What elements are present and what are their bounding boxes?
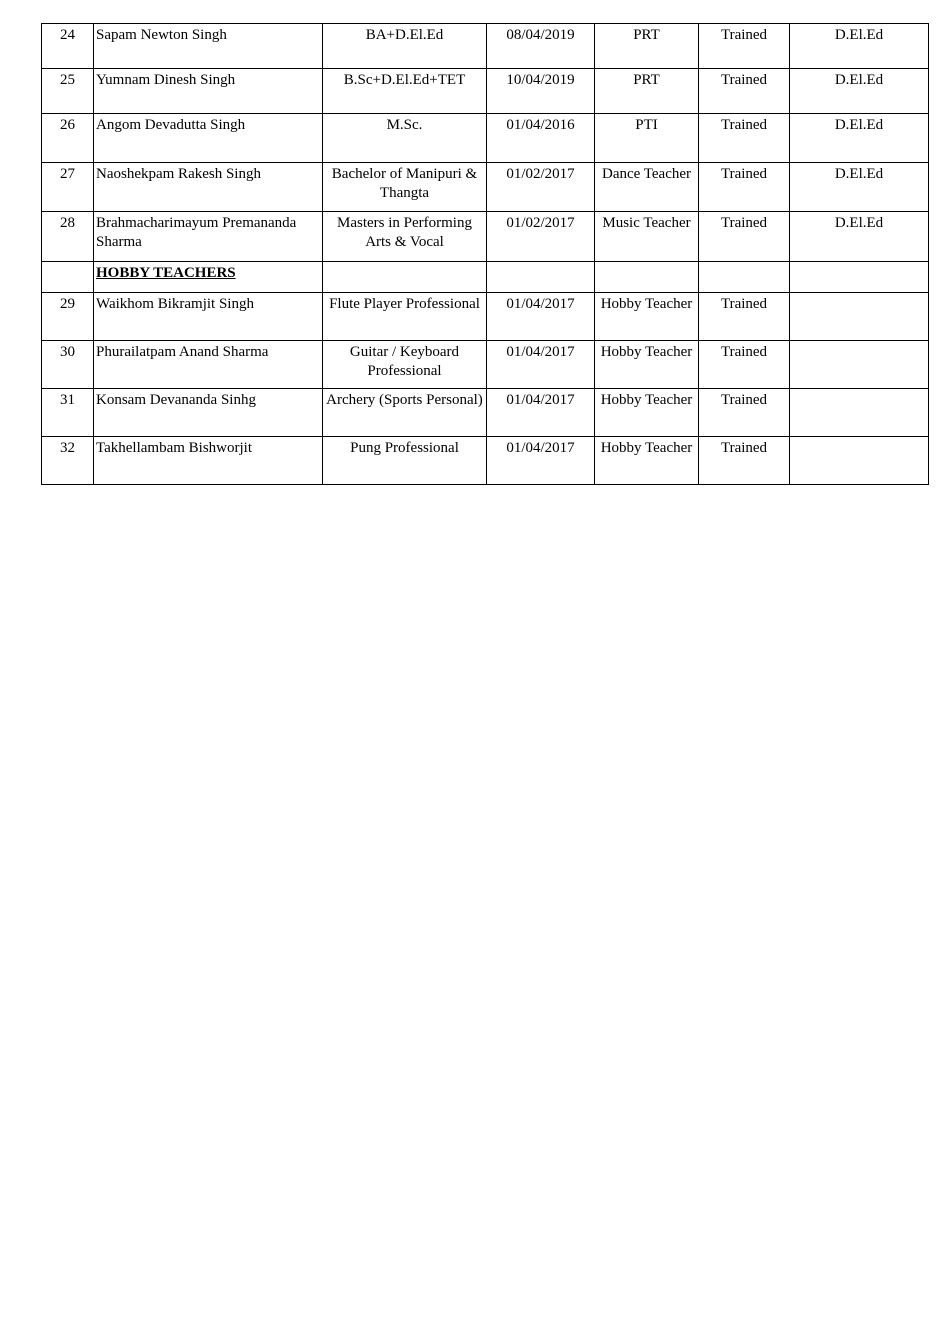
qualification: Pung Professional [323,437,487,485]
appointment-date: 01/04/2016 [487,114,595,163]
table-row [42,389,929,437]
serial-number: 27 [42,163,94,212]
qualification: Masters in Performing Arts & Vocal [323,212,487,262]
training-qualification [790,341,929,389]
empty-cell [323,262,487,293]
appointment-date: 01/02/2017 [487,212,595,262]
post: PRT [595,24,699,69]
teacher-name: Konsam Devananda Sinhg [94,389,323,437]
serial-number: 28 [42,212,94,262]
post: PTI [595,114,699,163]
table-row [42,437,929,485]
post: PRT [595,69,699,114]
teacher-name: Sapam Newton Singh [94,24,323,69]
empty-cell [595,262,699,293]
section-row [42,262,929,293]
training-qualification: D.El.Ed [790,212,929,262]
teacher-name: Waikhom Bikramjit Singh [94,293,323,341]
training-qualification: D.El.Ed [790,69,929,114]
training-status: Trained [699,389,790,437]
training-status: Trained [699,437,790,485]
training-qualification: D.El.Ed [790,24,929,69]
section-heading: HOBBY TEACHERS [94,262,323,293]
training-status: Trained [699,163,790,212]
qualification: B.Sc+D.El.Ed+TET [323,69,487,114]
training-qualification [790,293,929,341]
post: Hobby Teacher [595,437,699,485]
post: Dance Teacher [595,163,699,212]
teacher-name: Phurailatpam Anand Sharma [94,341,323,389]
training-status: Trained [699,341,790,389]
qualification: Bachelor of Manipuri & Thangta [323,163,487,212]
training-status: Trained [699,212,790,262]
staff-table [41,23,929,485]
qualification: Archery (Sports Personal) [323,389,487,437]
table-row [42,341,929,389]
empty-cell [42,262,94,293]
serial-number: 26 [42,114,94,163]
serial-number: 30 [42,341,94,389]
teacher-name: Yumnam Dinesh Singh [94,69,323,114]
post: Hobby Teacher [595,341,699,389]
table-row [42,293,929,341]
appointment-date: 08/04/2019 [487,24,595,69]
serial-number: 32 [42,437,94,485]
teacher-name: Angom Devadutta Singh [94,114,323,163]
table-row [42,24,929,69]
table-row [42,212,929,262]
qualification: BA+D.El.Ed [323,24,487,69]
training-qualification: D.El.Ed [790,163,929,212]
appointment-date: 01/04/2017 [487,389,595,437]
appointment-date: 01/04/2017 [487,437,595,485]
training-status: Trained [699,24,790,69]
training-qualification [790,389,929,437]
training-status: Trained [699,293,790,341]
teacher-name: Takhellambam Bishworjit [94,437,323,485]
training-qualification: D.El.Ed [790,114,929,163]
serial-number: 29 [42,293,94,341]
post: Music Teacher [595,212,699,262]
training-status: Trained [699,69,790,114]
teacher-name: Brahmacharimayum Premananda Sharma [94,212,323,262]
appointment-date: 01/04/2017 [487,341,595,389]
table-row [42,114,929,163]
teacher-name: Naoshekpam Rakesh Singh [94,163,323,212]
training-status: Trained [699,114,790,163]
serial-number: 31 [42,389,94,437]
appointment-date: 01/02/2017 [487,163,595,212]
empty-cell [790,262,929,293]
empty-cell [487,262,595,293]
qualification: Flute Player Professional [323,293,487,341]
qualification: M.Sc. [323,114,487,163]
qualification: Guitar / Keyboard Professional [323,341,487,389]
serial-number: 24 [42,24,94,69]
table-row [42,163,929,212]
empty-cell [699,262,790,293]
post: Hobby Teacher [595,389,699,437]
appointment-date: 10/04/2019 [487,69,595,114]
table-row [42,69,929,114]
training-qualification [790,437,929,485]
post: Hobby Teacher [595,293,699,341]
appointment-date: 01/04/2017 [487,293,595,341]
serial-number: 25 [42,69,94,114]
